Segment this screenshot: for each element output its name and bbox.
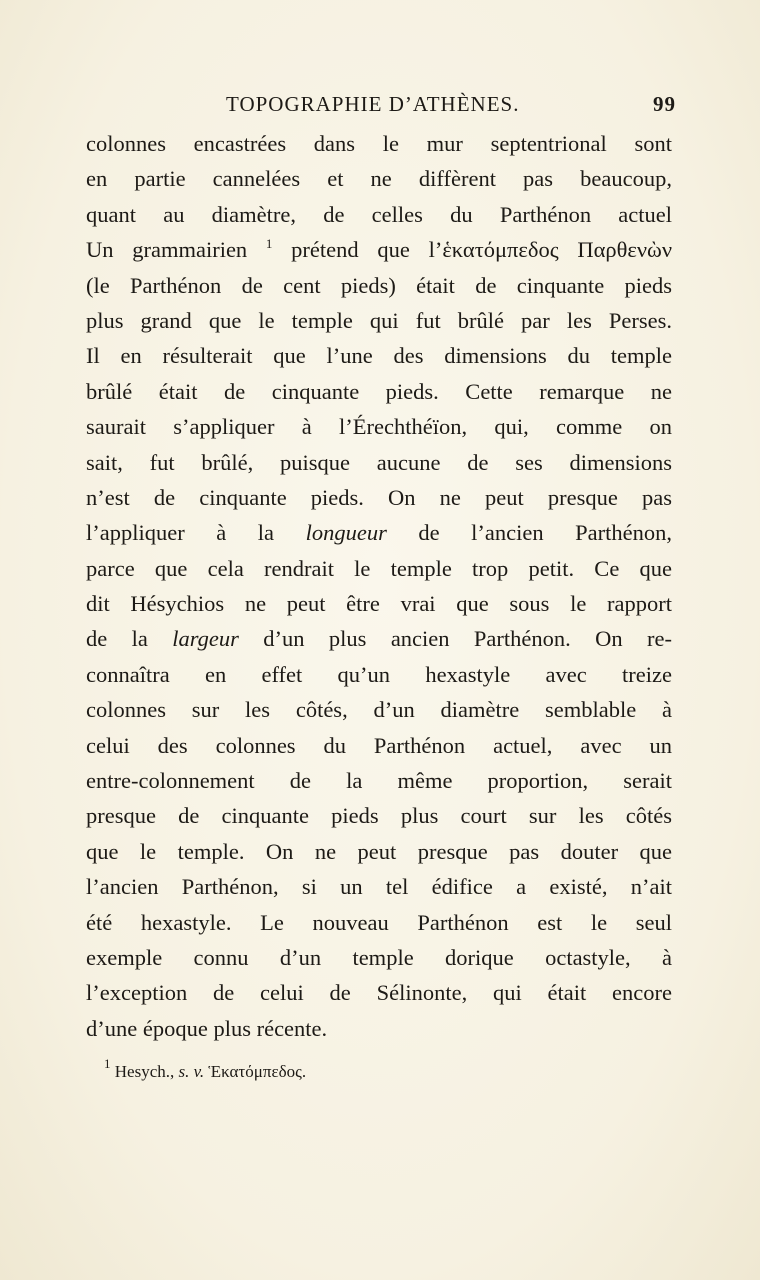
footnote-marker: 1 [104,1056,111,1071]
text-run: prétend que l’ἑκατόμπεδος Παρθενὼν [272,237,672,263]
text-line: sait, fut brûlé, puisque aucune de ses dimensions [86,449,672,475]
text-run: d’un plus ancien Parthénon. On re- [238,626,672,652]
page-header [86,92,676,122]
text-run: l’appliquer à la [86,520,306,546]
page-number: 99 [653,92,676,116]
footnote-abbreviation: s. v. [178,1062,205,1081]
text-line: presque de cinquante pieds plus court sur les côtés [86,803,672,829]
text-line: l’exception de celui de Sélinonte, qui était encore [86,980,672,1006]
text-line: dit Hésychios ne peut être vrai que sous le rapport [86,591,672,617]
text-line: parce que cela rendrait le temple trop petit. Ce que [86,555,672,581]
footnote-text: Ἑκατόμπεδος. [204,1062,307,1081]
footnote-reference: 1 [265,236,273,252]
text-line [86,232,672,267]
text-line [86,621,672,656]
italic-word: largeur [172,626,239,652]
text-run: de l’ancien Parthénon, [386,520,673,546]
text-line: été hexastyle. Le nouveau Parthénon est le seul [86,909,672,935]
text-line: (le Parthénon de cent pieds) était de cinquante pieds [86,272,672,298]
text-run: de la [86,626,173,652]
text-line: en partie cannelées et ne diffèrent pas beaucoup, [86,166,672,192]
text-line: celui des colonnes du Parthénon actuel, avec un [86,732,672,758]
text-line: entre-colonnement de la même proportion, serait [86,768,672,794]
text-line: l’ancien Parthénon, si un tel édifice a existé, n’ait [86,874,672,900]
text-line: n’est de cinquante pieds. On ne peut presque pas [86,484,672,510]
text-line: quant au diamètre, de celles du Parthénon actuel [86,201,672,227]
footnote-text: Hesych., [114,1062,179,1081]
text-run: Un grammairien [86,237,266,263]
text-line: d’une époque plus récente. [86,1015,328,1041]
text-line: plus grand que le temple qui fut brûlé par les Perses. [86,307,672,333]
text-line: connaîtra en effet qu’un hexastyle avec treize [86,661,672,687]
running-title: TOPOGRAPHIE D’ATHÈNES. [226,92,520,116]
text-line: Il en résulterait que l’une des dimensions du temple [86,343,672,369]
text-line [86,515,672,550]
text-line: que le temple. On ne peut presque pas douter que [86,838,672,864]
text-line: colonnes sur les côtés, d’un diamètre semblable à [86,697,672,723]
body-text [86,126,672,1046]
text-line: exemple connu d’un temple dorique octastyle, à [86,944,672,970]
text-line: colonnes encastrées dans le mur septentrional sont [86,131,672,156]
text-line: brûlé était de cinquante pieds. Cette remarque ne [86,378,672,404]
footnote [104,1056,307,1082]
italic-word: longueur [305,520,387,546]
text-line: saurait s’appliquer à l’Érechthéïon, qui, comme on [86,414,672,440]
